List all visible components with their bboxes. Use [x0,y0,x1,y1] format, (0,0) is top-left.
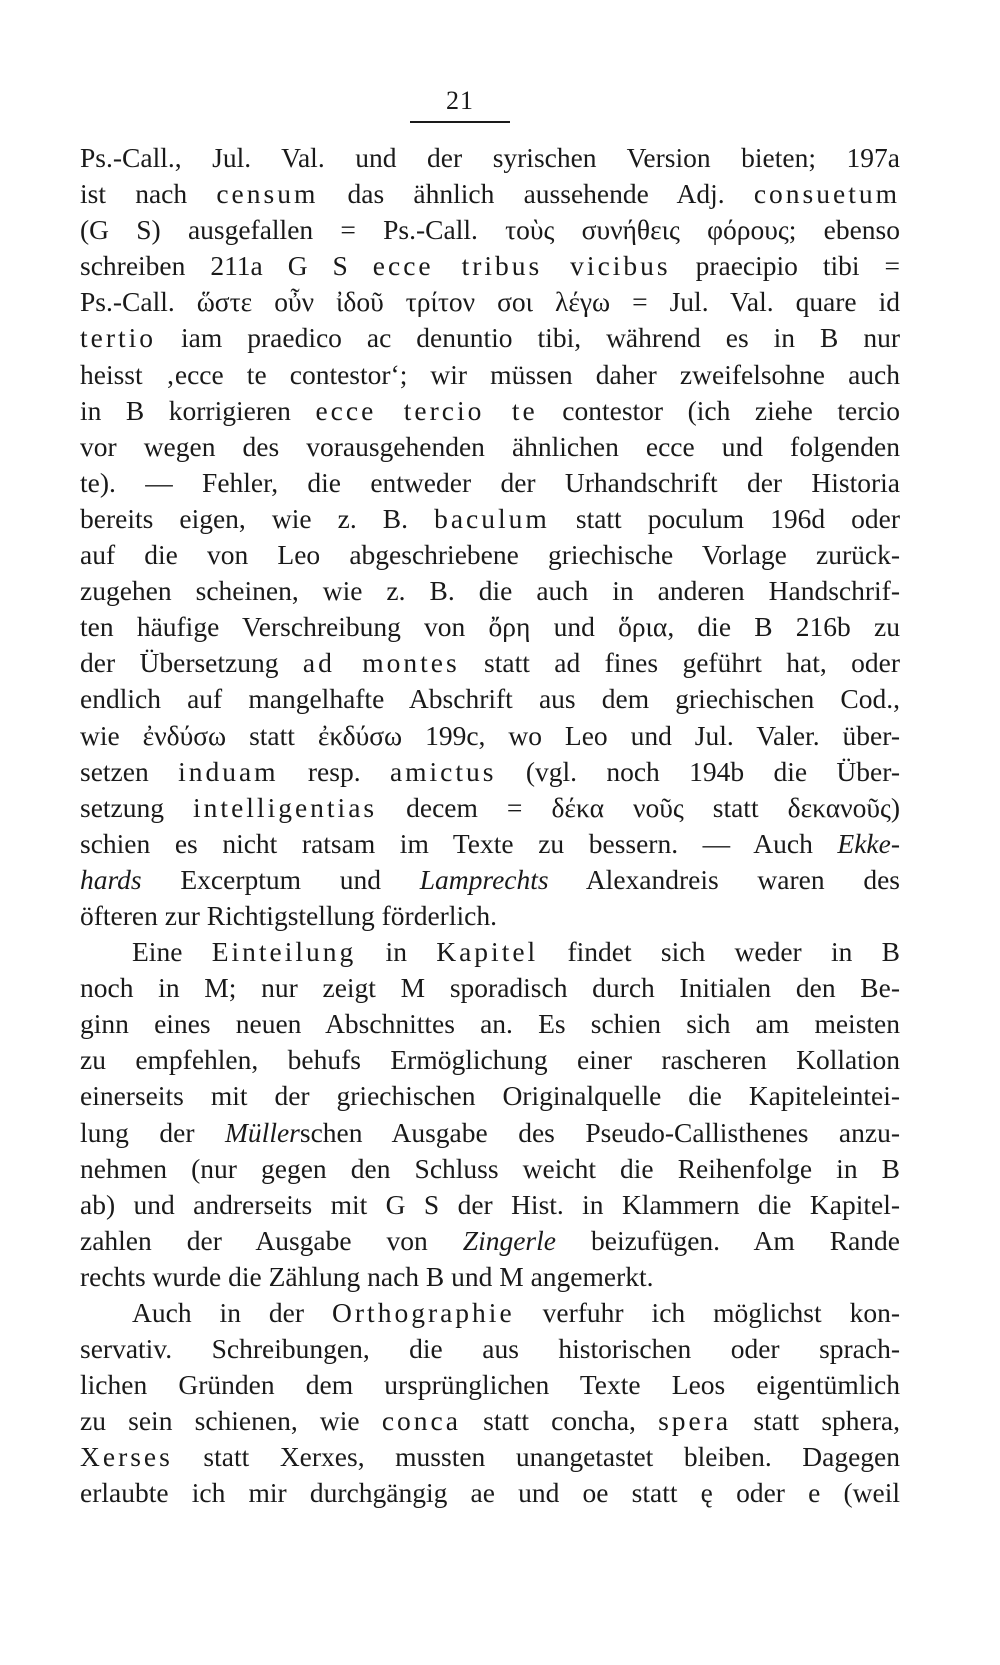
text-line [80,754,900,790]
text-segment: lung der [80,1116,226,1148]
text-line [80,284,900,320]
text-line [80,862,900,898]
text-segment: in B korrigieren [80,394,316,426]
text-line [80,1187,900,1223]
text-segment: ab) und andrerseits mit G S der Hist. in Klammern die Kapitel- [80,1188,900,1220]
text-line [80,1223,900,1259]
text-line [80,537,900,573]
text-segment: das ähnlich aussehende Adj. [318,178,754,210]
text-segment: heisst ‚ecce te contestor‘; wir müssen daher zweifelsohne auch [80,358,900,390]
spaced-term: ecce tercio te [315,394,538,426]
text-segment: (G S) ausgefallen = Ps.-Call. τοὺς συνήθεις φόρους; ebenso [80,214,900,246]
text-line [80,1042,900,1078]
text-segment: lichen Gründen dem ursprünglichen Texte Leos eigentümlich [80,1369,900,1401]
spaced-term: consuetum [753,178,900,210]
text-line [80,1078,900,1114]
text-segment: ist nach [80,178,217,210]
body-text [80,140,900,1512]
text-segment: beizufügen. Am Rande [556,1224,901,1256]
text-line [80,501,900,537]
text-line [80,212,900,248]
text-segment: te). — Fehler, die entweder der Urhandschrift der Historia [80,466,900,498]
text-segment: noch in M; nur zeigt M sporadisch durch Initialen den Be- [80,972,900,1004]
text-line [80,609,900,645]
text-segment: ten häufige Verschreibung von ὄρη und ὅρια, die B 216b zu [80,611,900,643]
text-segment: statt concha, [460,1405,659,1437]
page-number: 21 [446,86,474,115]
text-line [80,1295,900,1331]
text-segment: auf die von Leo abgeschriebene griechische Vorlage zurück- [80,539,900,571]
spaced-term: induam [178,755,279,787]
text-segment: iam praedico ac denuntio tibi, während es in B nur [156,322,900,354]
spaced-term: baculum [434,502,550,534]
italic-term: Zingerle [462,1224,556,1256]
spaced-term: Kapitel [436,936,539,968]
text-segment: Excerptum und [141,863,420,895]
text-line [80,429,900,465]
spaced-term: tertio [80,322,157,354]
text-line [80,1475,900,1511]
text-segment: einerseits mit der griechischen Originalquelle die Kapiteleintei- [80,1080,900,1112]
text-line [80,140,900,176]
text-segment: Eine [132,936,212,968]
text-line [80,1331,900,1367]
spaced-term: conca [381,1405,461,1437]
text-line [80,248,900,284]
text-segment: statt sphera, [731,1405,901,1437]
text-segment: endlich auf mangelhafte Abschrift aus dem griechischen Cod., [80,683,900,715]
text-segment: zu empfehlen, behufs Ermöglichung einer rascheren Kollation [80,1044,900,1076]
text-segment: servativ. Schreibungen, die aus historischen oder sprach- [80,1333,900,1365]
spaced-term: Xerses [80,1441,173,1473]
text-line [80,1403,900,1439]
spaced-term: spera [658,1405,732,1437]
text-line [80,320,900,356]
text-segment: bereits eigen, wie z. B. [80,502,435,534]
text-segment: setzung [80,791,194,823]
text-segment: resp. [278,755,390,787]
italic-term: Müller [225,1116,300,1148]
text-line [80,790,900,826]
text-line [80,645,900,681]
page-number-rule [410,121,510,123]
text-segment: schreiben 211a G S [80,250,373,282]
text-segment: statt ad fines geführt hat, oder [459,647,900,679]
spaced-term: amictus [389,755,497,787]
text-segment: findet sich weder in B [538,936,900,968]
text-segment: in [356,936,437,968]
spaced-term: Einteilung [211,936,357,968]
text-line [80,1006,900,1042]
spaced-term: ad montes [302,647,460,679]
text-segment: Ps.-Call., Jul. Val. und der syrischen Version bieten; 197a [80,142,900,173]
text-line [80,393,900,429]
text-segment: wie ἐνδύσω statt ἐκδύσω 199c, wo Leo und Jul. Valer. über- [80,719,900,751]
spaced-term: Orthographie [332,1297,515,1328]
text-line [80,934,900,970]
spaced-term: ecce tribus vicibus [372,250,671,282]
text-segment: decem = δέκα νοῦς statt δεκανοῦς) [377,791,900,823]
text-segment: statt poculum 196d oder [549,502,901,534]
text-segment: praecipio tibi = [670,250,900,282]
text-segment: schien es nicht ratsam im Texte zu bessern. — Auch [80,827,838,859]
italic-term: hards [80,863,142,895]
text-line [80,898,900,934]
text-segment: Auch in der [132,1297,333,1328]
text-segment: der Übersetzung [80,647,303,679]
text-line [80,465,900,501]
text-line [80,176,900,212]
text-segment: öfteren zur Richtigstellung förderlich. [80,899,497,931]
text-segment: Ps.-Call. ὥστε οὖν ἰδοῦ τρίτον σοι λέγω = Jul. Val. quare id [80,286,900,318]
text-segment: zugehen scheinen, wie z. B. die auch in anderen Handschrif- [80,575,900,607]
italic-term: Lamprechts [419,863,549,895]
text-segment: zahlen der Ausgabe von [80,1224,463,1256]
text-line [80,681,900,717]
text-segment: contestor (ich ziehe tercio [537,394,900,426]
spaced-term: intelligentias [193,791,378,823]
text-segment: schen Ausgabe des Pseudo-Callisthenes anzu- [299,1116,900,1148]
text-segment: (vgl. noch 194b die Über- [496,755,900,787]
text-line [80,826,900,862]
text-line [80,1259,900,1295]
text-line [80,970,900,1006]
text-segment: zu sein schienen, wie [80,1405,382,1437]
text-segment: Alexandreis waren des [548,863,900,895]
text-line [80,1115,900,1151]
text-line [80,573,900,609]
text-line [80,357,900,393]
text-segment: ginn eines neuen Abschnittes an. Es schien sich am meisten [80,1008,900,1040]
text-segment: nehmen (nur gegen den Schluss weicht die Reihenfolge in B [80,1152,900,1184]
text-line [80,1439,900,1475]
text-segment: setzen [80,755,179,787]
text-line [80,718,900,754]
text-segment: rechts wurde die Zählung nach B und M angemerkt. [80,1260,654,1292]
text-line [80,1151,900,1187]
text-segment: vor wegen des vorausgehenden ähnlichen ecce und folgenden [80,430,900,462]
text-line [80,1367,900,1403]
text-segment: verfuhr ich möglichst kon- [514,1297,900,1328]
italic-term: Ekke- [837,827,900,859]
text-segment: statt Xerxes, mussten unangetastet bleiben. Dagegen [172,1441,900,1473]
text-segment: erlaubte ich mir durchgängig ae und oe statt ę oder e (weil [80,1477,900,1509]
spaced-term: censum [216,178,319,210]
